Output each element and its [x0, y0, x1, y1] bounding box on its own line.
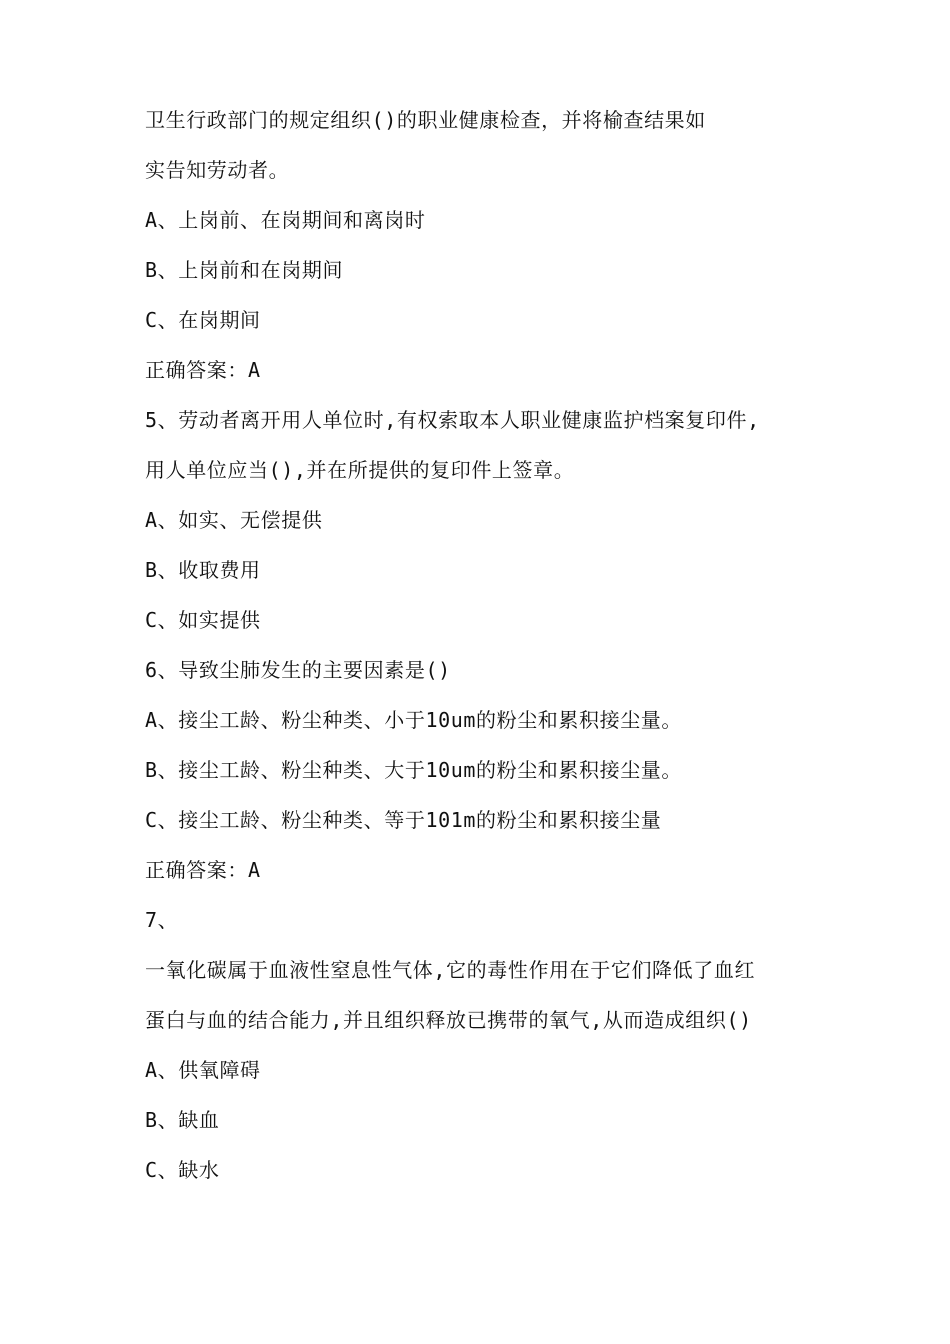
text-line-q6-answer: 正确答案：A [145, 858, 261, 882]
text-line-q7-option-b: B、缺血 [145, 1108, 220, 1132]
text-line-q5-option-c: C、如实提供 [145, 608, 261, 632]
text-line-q4-option-b: B、上岗前和在岗期间 [145, 258, 344, 282]
text-line-q6-stem: 6、导致尘肺发生的主要因素是() [145, 658, 451, 682]
text-line-q7-option-a: A、供氧障碍 [145, 1058, 261, 1082]
text-line-q7-stem-1: 一氧化碳属于血液性窒息性气体,它的毒性作用在于它们降低了血红 [145, 958, 756, 982]
text-line-q4-option-c: C、在岗期间 [145, 308, 261, 332]
text-line-q4-stem-1: 卫生行政部门的规定组织()的职业健康检查，并将榆查结果如 [145, 108, 706, 132]
text-line-q7-number: 7、 [145, 908, 179, 932]
text-line-q6-option-c: C、接尘工龄、粉尘种类、等于101m的粉尘和累积接尘量 [145, 808, 662, 832]
text-line-q7-stem-2: 蛋白与血的结合能力,并且组织释放已携带的氧气,从而造成组织() [145, 1008, 752, 1032]
text-line-q4-option-a: A、上岗前、在岗期间和离岗时 [145, 208, 426, 232]
text-line-q5-stem-1: 5、劳动者离开用人单位时,有权索取本人职业健康监护档案复印件, [145, 408, 760, 432]
text-line-q6-option-b: B、接尘工龄、粉尘种类、大于10um的粉尘和累积接尘量。 [145, 758, 683, 782]
text-line-q4-stem-2: 实告知劳动者。 [145, 158, 290, 182]
text-line-q5-stem-2: 用人单位应当(),并在所提供的复印件上签章。 [145, 458, 575, 482]
text-line-q6-option-a: A、接尘工龄、粉尘种类、小于10um的粉尘和累积接尘量。 [145, 708, 683, 732]
text-line-q5-option-b: B、收取费用 [145, 558, 261, 582]
text-line-q4-answer: 正确答案：A [145, 358, 261, 382]
text-line-q7-option-c: C、缺水 [145, 1158, 220, 1182]
text-line-q5-option-a: A、如实、无偿提供 [145, 508, 323, 532]
